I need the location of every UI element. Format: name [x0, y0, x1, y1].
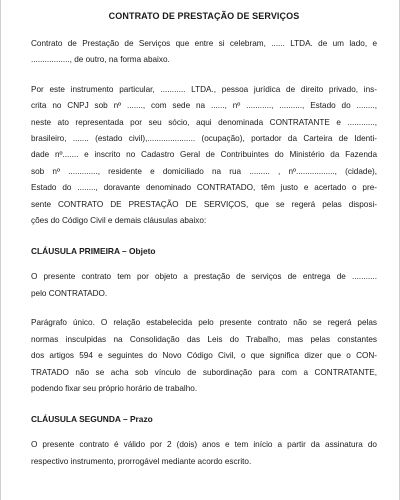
- text-line: neste ato representada por seu sócio, aqui denominada CONTRATANTE e ............,: [31, 117, 377, 127]
- clause-two-term-paragraph: [31, 437, 377, 470]
- text-line: Parágrafo único. O relação estabelecida pelo presente contrato não se regerá pelas: [31, 318, 377, 328]
- text-line: podendo fixar seu próprio horário de trabalho.: [31, 383, 198, 393]
- clause-one-heading: CLÁUSULA PRIMEIRA – Objeto: [31, 246, 156, 257]
- intro-paragraph: [31, 36, 377, 69]
- clause-two-heading: CLÁUSULA SEGUNDA – Prazo: [31, 414, 153, 425]
- text-line: pelo CONTRATADO.: [31, 288, 108, 298]
- text-line: Contrato de Prestação de Serviços que entre si celebram, ...... LTDA. de um lado, e: [31, 39, 377, 48]
- text-line: ções do Código Civil e demais cláusulas abaixo:: [31, 216, 207, 226]
- text-line: TRATADO não se acha sob vínculo de subordinação para com a CONTRATANTE,: [31, 367, 377, 377]
- text-line: dade nº....... e inscrito no Cadastro Geral de Contribuintes do Ministério da Fazenda: [31, 150, 377, 160]
- clause-one-object-paragraph: [31, 269, 377, 302]
- parties-paragraph: [31, 82, 377, 230]
- text-line: brasileiro, ....... (estado civil),..................... (ocupação), portador da Carteira de Identi-: [31, 134, 377, 144]
- text-line: Estado do ........, doravante denominado CONTRATADO, têm justo e acertado o pre-: [31, 183, 377, 193]
- text-line: O presente contrato é válido por 2 (dois) anos e tem início a partir da assinatura do: [31, 440, 377, 450]
- text-line: O presente contrato tem por objeto a prestação de serviços de entrega de ...........: [31, 272, 377, 282]
- document-title: CONTRATO DE PRESTAÇÃO DE SERVIÇOS: [108, 11, 300, 21]
- clause-one-sole-paragraph: [31, 315, 377, 397]
- text-line: normas insculpidas na Consolidação das Leis do Trabalho, mas pelas constantes: [31, 334, 377, 344]
- text-line: Por este instrumento particular, ........... LTDA., pessoa jurídica de direito privado, ins-: [31, 84, 377, 94]
- text-line: respectivo instrumento, prorrogável mediante acordo escrito.: [31, 456, 252, 466]
- text-line: sente CONTRATO DE PRESTAÇÃO DE SERVIÇOS, que se regerá pelas disposi-: [31, 199, 377, 209]
- text-line: sob nº ............., residente e domiciliado na rua ......... , nº................., (cidade),: [31, 166, 377, 176]
- text-line: crita no CNPJ sob nº ......., com sede na ......, nº ..........., .........., Estado do ........,: [31, 101, 377, 111]
- text-line: dos artigos 594 e seguintes do Novo Código Civil, o que significa dizer que o CON-: [31, 351, 377, 361]
- text-line: ................., de outro, na forma abaixo.: [31, 55, 170, 65]
